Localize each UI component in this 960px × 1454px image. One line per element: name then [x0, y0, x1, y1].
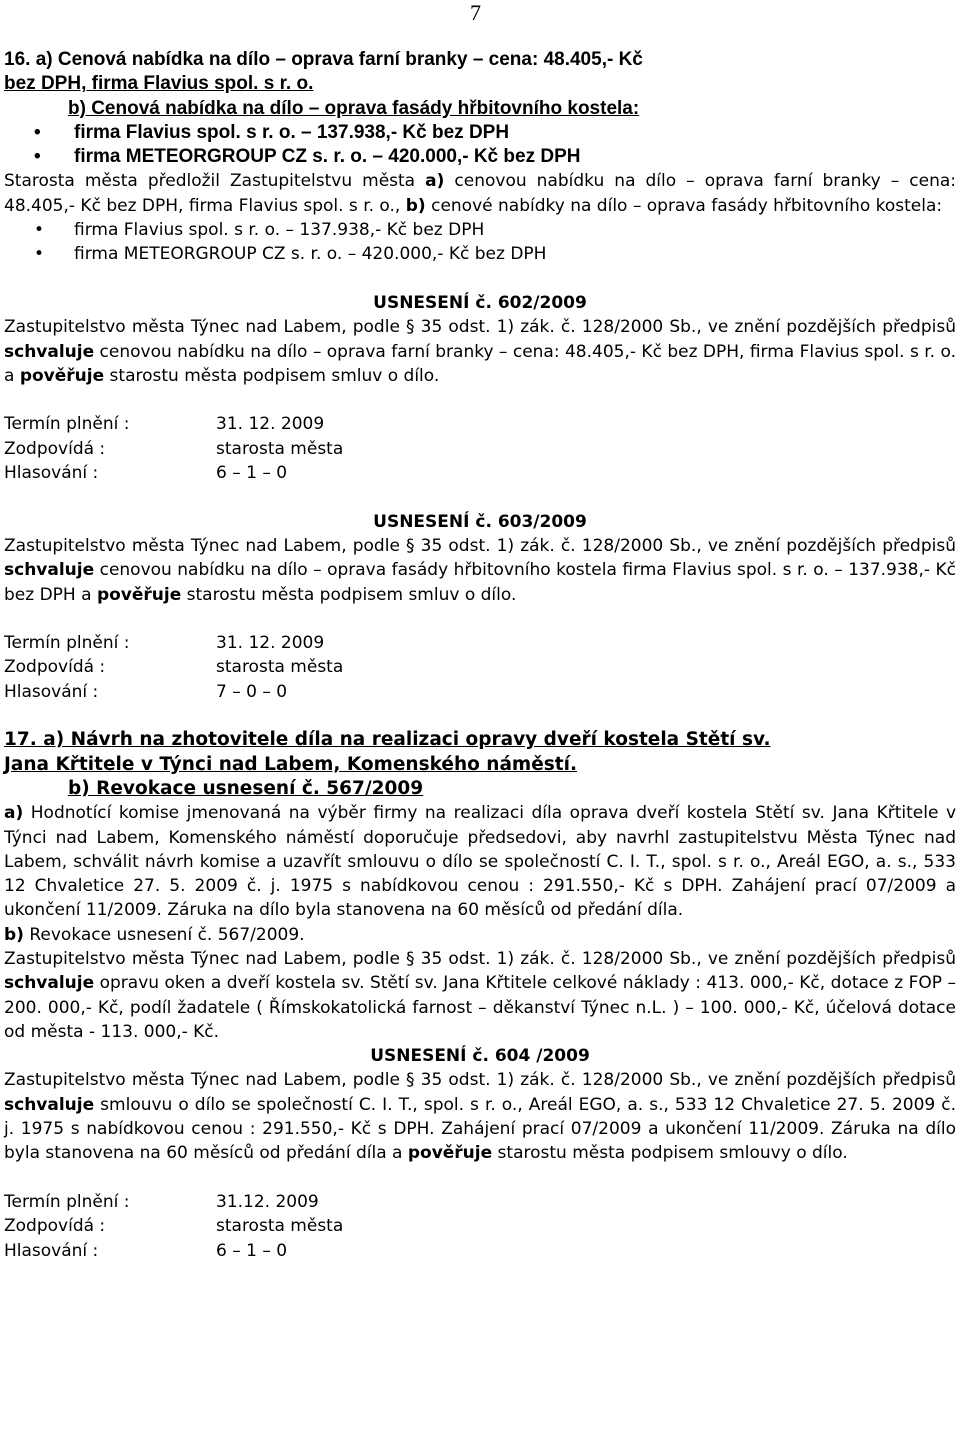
document-body — [4, 48, 956, 1263]
resolution-603-title: USNESENÍ č. 603/2009 — [373, 511, 587, 532]
resolution-603-responsible: Zodpovídá : starosta města — [4, 657, 344, 678]
section17-heading-3: b) Revokace usnesení č. 567/2009 — [68, 777, 424, 799]
resolution-604-title: USNESENÍ č. 604 /2009 — [370, 1046, 590, 1067]
section16-heading-a: 16. a) Cenová nabídka na dílo – oprava farní branky – cena: 48.405,- Kč — [4, 49, 643, 70]
resolution-604-text: Zastupitelstvo města Týnec nad Labem, podle § 35 odst. 1) zák. č. 128/2000 Sb., ve znění pozdějších předpisů schvaluje smlouvu o dílo se společností C. I. T., spol. s r. o., Areál EGO, a. s., 533 12 Chvaletice 27. 5. 2009 č. j. 1975 s nabídkovou cenou : 291.550,- Kč s DPH. Zahájení prací 07/2009 a ukončení 11/2009. Záruka na dílo byla stanovena na 60 měsíců od předání díla a pověřuje starostu města podpisem smlouvy o dílo. — [4, 1070, 956, 1164]
resolution-602-deadline: Termín plnění : 31. 12. 2009 — [4, 414, 325, 435]
section16-intro-bullet-2: • firma METEORGROUP CZ s. r. o. – 420.000,- Kč bez DPH — [4, 242, 956, 266]
section17-para-a: a) Hodnotící komise jmenovaná na výběr firmy na realizaci díla oprava dveří kostela Stětí sv. Jana Křtitele v Týnci nad Labem, Komenského náměstí doporučuje předsedovi, aby navrhl zastupitelstvu Města Týnec nad Labem, schválit návrh komise a uzavřít smlouvu o dílo se společností C. I. T., spol. s r. o., Areál EGO, a. s., 533 12 Chvaletice 27. 5. 2009 č. j. 1975 s nabídkovou cenou : 291.550,- Kč s DPH. Zahájení prací 07/2009 a ukončení 11/2009. Záruka na dílo byla stanovena na 60 měsíců od předání díla. — [4, 803, 956, 921]
resolution-603-vote: Hlasování : 7 – 0 – 0 — [4, 681, 288, 702]
section16-heading-a2: bez DPH, firma Flavius spol. s r. o. — [4, 73, 314, 95]
page-number: 7 — [470, 0, 481, 25]
resolution-602-responsible: Zodpovídá : starosta města — [4, 438, 344, 459]
section17-heading-1: 17. a) Návrh na zhotovitele díla na realizaci opravy dveří kostela Stětí sv. — [4, 729, 771, 751]
section16-heading-bullet-1: • firma Flavius spol. s r. o. – 137.938,- Kč bez DPH — [4, 121, 956, 145]
section16-heading-bullet-2: • firma METEORGROUP CZ s. r. o. – 420.000,- Kč bez DPH — [4, 145, 956, 169]
resolution-603-deadline: Termín plnění : 31. 12. 2009 — [4, 633, 325, 654]
section16-intro-bullet-1: • firma Flavius spol. s r. o. – 137.938,- Kč bez DPH — [4, 218, 956, 242]
resolution-604-deadline: Termín plnění : 31.12. 2009 — [4, 1191, 319, 1212]
resolution-604-vote: Hlasování : 6 – 1 – 0 — [4, 1240, 288, 1261]
resolution-602-text: Zastupitelstvo města Týnec nad Labem, podle § 35 odst. 1) zák. č. 128/2000 Sb., ve znění pozdějších předpisů schvaluje cenovou nabídku na dílo – oprava farní branky – cena: 48.405,- Kč bez DPH, firma Flavius spol. s r. o. a pověřuje starostu města podpisem smluv o dílo. — [4, 317, 956, 386]
section16-intro: Starosta města předložil Zastupitelstvu města a) cenovou nabídku na dílo – oprava farní branky – cena: 48.405,- Kč bez DPH, firma Flavius spol. s r. o., b) cenové nabídky na dílo – oprava fasády hřbitovního kostela: — [4, 171, 957, 216]
resolution-602-vote: Hlasování : 6 – 1 – 0 — [4, 463, 288, 484]
resolution-603-text: Zastupitelstvo města Týnec nad Labem, podle § 35 odst. 1) zák. č. 128/2000 Sb., ve znění pozdějších předpisů schvaluje cenovou nabídku na dílo – oprava fasády hřbitovního kostela firma Flavius spol. s r. o. – 137.938,- Kč bez DPH a pověřuje starostu města podpisem smluv o dílo. — [4, 535, 956, 605]
resolution-604-responsible: Zodpovídá : starosta města — [4, 1216, 344, 1237]
section17-heading-2: Jana Křtitele v Týnci nad Labem, Komenského náměstí. — [4, 753, 577, 775]
resolution-602-title: USNESENÍ č. 602/2009 — [373, 292, 587, 313]
section16-heading-b: b) Cenová nabídka na dílo – oprava fasády hřbitovního kostela: — [68, 97, 640, 119]
section17-revoke-text: Zastupitelstvo města Týnec nad Labem, podle § 35 odst. 1) zák. č. 128/2000 Sb., ve znění pozdějších předpisů schvaluje opravu oken a dveří kostela sv. Stětí sv. Jana Křtitele celkové náklady : 413. 000,- Kč, dotace z FOP – 200. 000,- Kč, podíl žadatele ( Římskokatolická farnost – děkanství Týnec n.L. ) – 100. 000,- Kč, účelová dotace od města - 113. 000,- Kč. — [4, 948, 956, 1042]
section17-para-b: b) Revokace usnesení č. 567/2009. — [4, 924, 305, 945]
